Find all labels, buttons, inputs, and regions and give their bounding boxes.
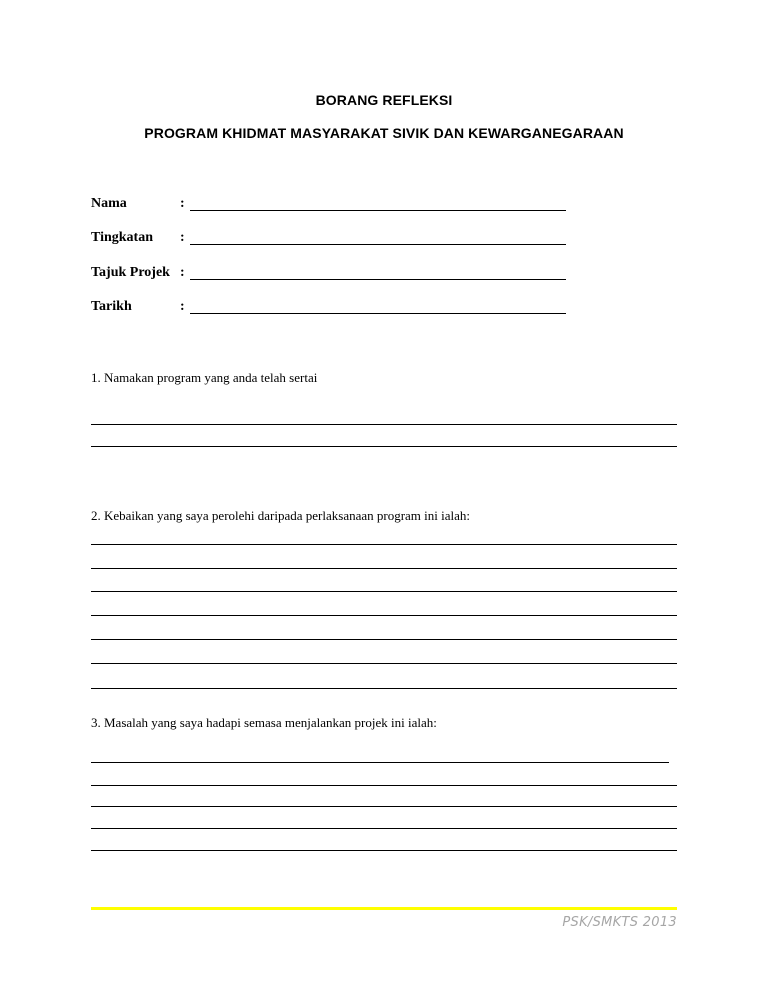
field-separator: :	[180, 265, 185, 280]
answer-line[interactable]	[91, 850, 677, 851]
answer-line[interactable]	[91, 446, 677, 447]
answer-line[interactable]	[91, 591, 677, 592]
question-1: 1. Namakan program yang anda telah sertai	[91, 370, 318, 385]
answer-line[interactable]	[91, 762, 669, 763]
form-title: BORANG REFLEKSI	[315, 92, 453, 108]
field-separator: :	[180, 299, 185, 314]
answer-line[interactable]	[91, 424, 677, 425]
field-separator: :	[180, 196, 185, 211]
tarikh-input-line[interactable]	[190, 313, 566, 314]
tingkatan-input-line[interactable]	[190, 244, 566, 245]
answer-line[interactable]	[91, 639, 677, 640]
answer-line[interactable]	[91, 568, 677, 569]
answer-line[interactable]	[91, 544, 677, 545]
question-3: 3. Masalah yang saya hadapi semasa menjalankan projek ini ialah:	[91, 715, 437, 730]
answer-line[interactable]	[91, 688, 677, 689]
footer-divider	[91, 907, 677, 910]
field-separator: :	[180, 230, 185, 245]
answer-line[interactable]	[91, 663, 677, 664]
field-label-tingkatan: Tingkatan	[91, 230, 153, 245]
answer-line[interactable]	[91, 785, 677, 786]
nama-input-line[interactable]	[190, 210, 566, 211]
answer-line[interactable]	[91, 806, 677, 807]
tajuk-projek-input-line[interactable]	[190, 279, 566, 280]
question-2: 2. Kebaikan yang saya perolehi daripada perlaksanaan program ini ialah:	[91, 508, 471, 523]
field-label-tajuk-projek: Tajuk Projek	[91, 265, 170, 280]
form-subtitle: PROGRAM KHIDMAT MASYARAKAT SIVIK DAN KEWARGANEGARAAN	[144, 125, 624, 141]
footer-code: PSK/SMKTS 2013	[562, 915, 677, 930]
answer-line[interactable]	[91, 615, 677, 616]
field-label-nama: Nama	[91, 196, 127, 211]
field-label-tarikh: Tarikh	[91, 299, 132, 314]
answer-line[interactable]	[91, 828, 677, 829]
